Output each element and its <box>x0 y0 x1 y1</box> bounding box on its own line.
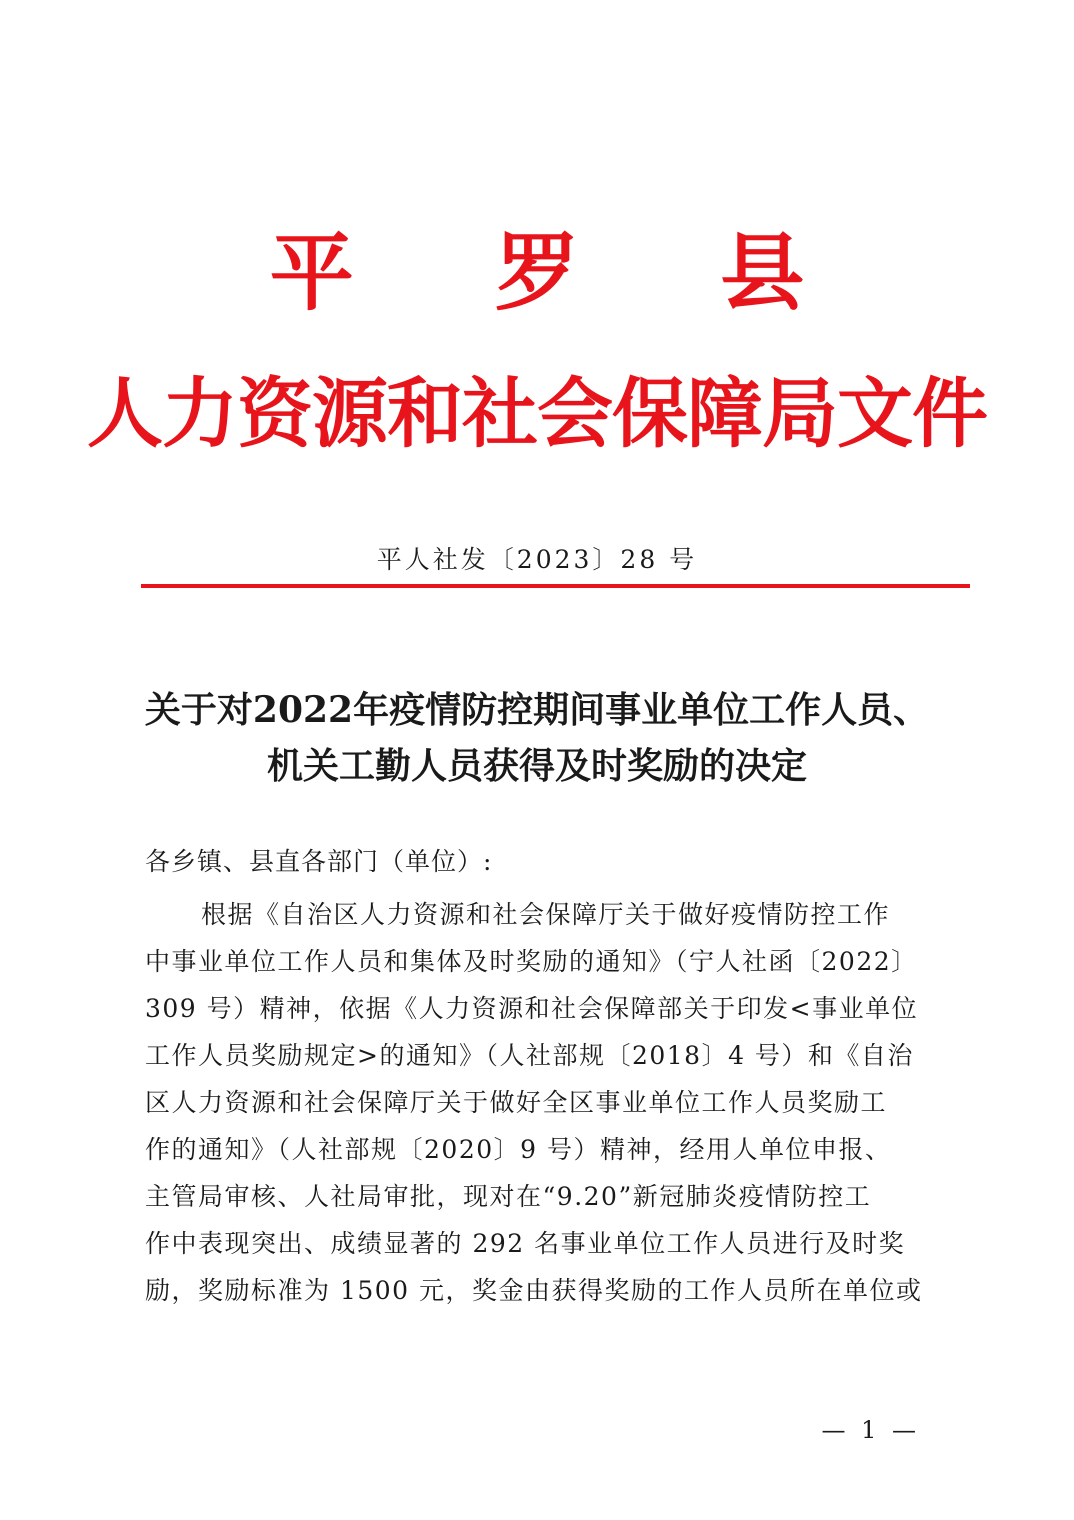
body-line: 励，奖励标准为 1500 元，奖金由获得奖励的工作人员所在单位或 <box>145 1276 923 1305</box>
document-header-county: 平 罗 县 <box>269 223 861 322</box>
body-paragraph <box>145 893 945 1316</box>
body-line: 区人力资源和社会保障厅关于做好全区事业单位工作人员奖励工 <box>145 1088 888 1117</box>
salutation: 各乡镇、县直各部门（单位）: <box>145 847 493 876</box>
body-line: 中事业单位工作人员和集体及时奖励的通知》（宁人社函〔2022〕 <box>145 947 918 976</box>
page-number: — 1 — <box>821 1416 920 1444</box>
document-header-agency: 人力资源和社会保障局文件 <box>87 369 987 458</box>
document-title-line-2: 机关工勤人员获得及时奖励的决定 <box>266 745 807 787</box>
document-title <box>120 682 954 794</box>
body-line: 工作人员奖励规定>的通知》（人社部规〔2018〕4 号）和《自治 <box>145 1041 914 1070</box>
document-title-line-1: 关于对2022年疫情防控期间事业单位工作人员、 <box>144 689 930 731</box>
red-divider-line <box>141 584 970 588</box>
body-line: 309 号）精神，依据《人力资源和社会保障部关于印发<事业单位 <box>145 994 919 1023</box>
document-number: 平人社发〔2023〕28 号 <box>376 545 698 574</box>
body-line: 作中表现突出、成绩显著的 292 名事业单位工作人员进行及时奖 <box>145 1229 906 1258</box>
body-line: 主管局审核、人社局审批，现对在“9.20”新冠肺炎疫情防控工 <box>145 1182 872 1211</box>
body-line: 根据《自治区人力资源和社会保障厅关于做好疫情防控工作 <box>201 900 891 929</box>
body-line: 作的通知》（人社部规〔2020〕9 号）精神，经用人单位申报、 <box>145 1135 892 1164</box>
